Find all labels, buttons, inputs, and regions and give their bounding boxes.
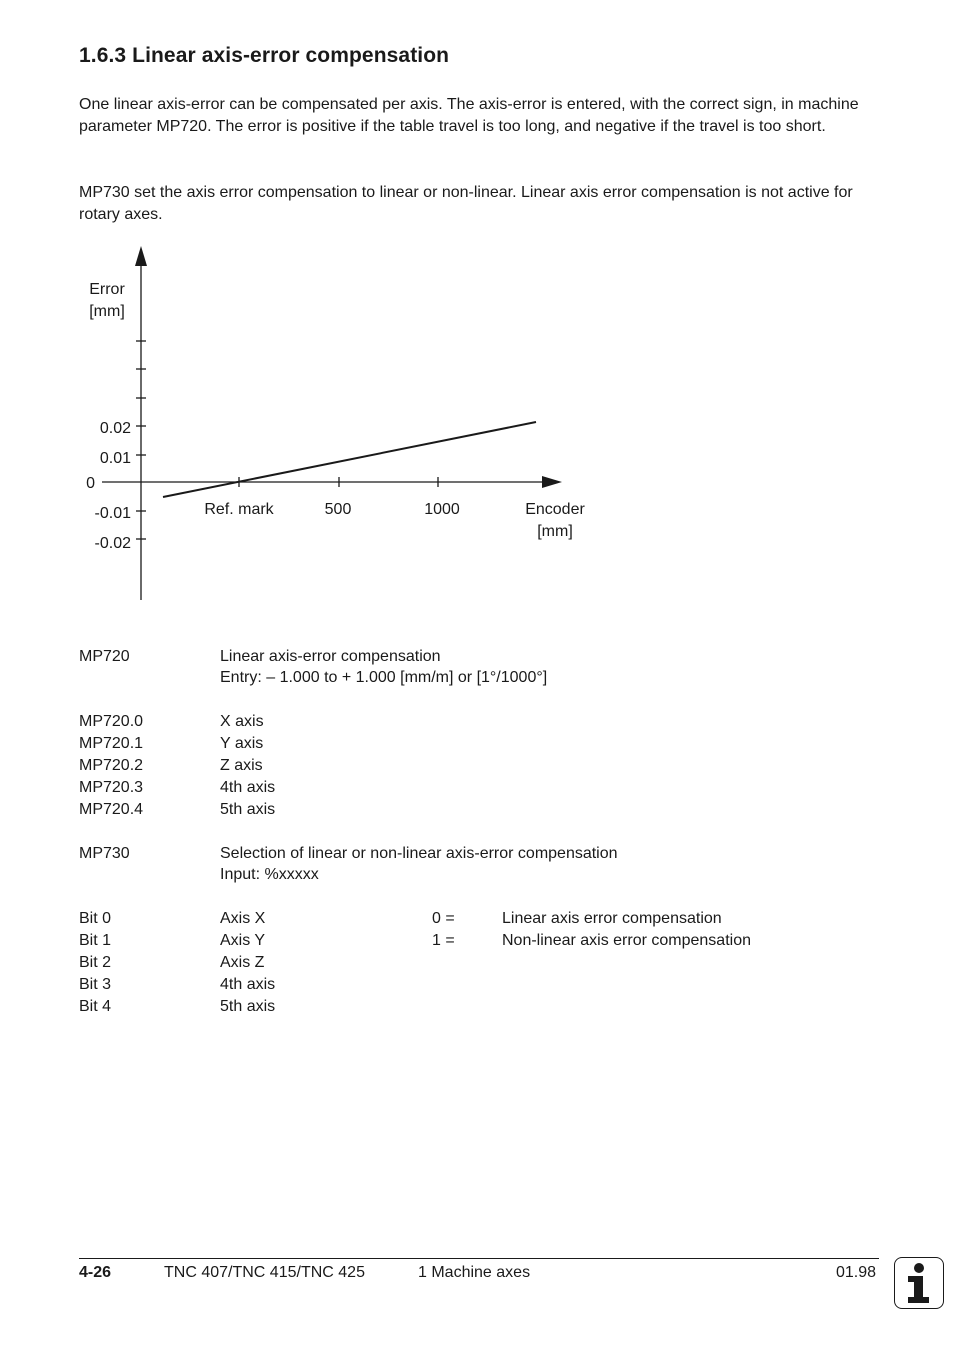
mp730-bit-axis: 5th axis	[220, 998, 276, 1015]
mp730-bit-axis: Axis X	[220, 910, 266, 927]
y-axis-label-line2: [mm]	[89, 303, 125, 320]
info-icon	[894, 1257, 944, 1309]
mp730-bit: Bit 1	[79, 932, 112, 949]
mp730-bit: Bit 4	[79, 998, 112, 1015]
mp730-value: 1 =	[432, 932, 455, 949]
error-line	[163, 422, 536, 497]
mp730-bit: Bit 3	[79, 976, 112, 993]
mp730-bit-axis: Axis Z	[220, 954, 265, 971]
mp720-axis-code: MP720.3	[79, 779, 144, 796]
mp720-axis-name: 5th axis	[220, 801, 276, 818]
mp720-axis-code: MP720.1	[79, 735, 144, 752]
page-number: 4-26	[79, 1264, 112, 1281]
mp730-paragraph: MP730 set the axis error compensation to linear or non-linear. Linear axis error compensation is not active for rotary axes.	[79, 184, 853, 223]
mp730-bit: Bit 2	[79, 954, 112, 971]
y-tick-label: 0.02	[99, 420, 131, 437]
y-axis-label-line1: Error	[89, 281, 125, 298]
mp720-entry: Entry: – 1.000 to + 1.000 [mm/m] or [1°/1000°]	[220, 669, 548, 686]
mp720-axis-code: MP720.4	[79, 801, 144, 818]
footer-chapter: 1 Machine axes	[418, 1264, 531, 1281]
mp720-axis-name: Z axis	[220, 757, 263, 774]
mp720-axis-name: X axis	[220, 713, 264, 730]
y-tick-label: -0.02	[94, 535, 131, 552]
mp720-code: MP720	[79, 648, 130, 665]
y-tick-label: 0	[86, 475, 95, 492]
x-tick-label: Ref. mark	[204, 501, 274, 518]
mp730-code: MP730	[79, 845, 130, 862]
x-tick-label: 500	[324, 501, 352, 518]
info-icon-glyph	[895, 1258, 942, 1307]
y-tick-label: -0.01	[94, 505, 131, 522]
mp730-bit-axis: Axis Y	[220, 932, 266, 949]
mp720-description: Linear axis-error compensation	[220, 648, 441, 665]
x-tick-label: 1000	[424, 501, 460, 518]
mp730-value-meaning: Non-linear axis error compensation	[502, 932, 751, 949]
footer-date: 01.98	[836, 1264, 877, 1281]
error-diagram	[0, 0, 954, 620]
intro-paragraph: One linear axis-error can be compensated per axis. The axis-error is entered, with the correct sign, in machine parameter MP720. The error is positive if the table travel is too long, and negative if the travel is too short.	[79, 96, 859, 135]
mp730-bit: Bit 0	[79, 910, 112, 927]
mp720-axis-code: MP720.2	[79, 757, 144, 774]
mp730-input: Input: %xxxxx	[220, 866, 319, 883]
y-tick-label: 0.01	[99, 450, 131, 467]
mp720-axis-name: 4th axis	[220, 779, 276, 796]
footer-rule	[79, 1258, 879, 1259]
mp730-value-meaning: Linear axis error compensation	[502, 910, 722, 927]
x-axis-arrow	[542, 476, 562, 488]
section-title: 1.6.3 Linear axis-error compensation	[79, 44, 450, 67]
mp720-axis-name: Y axis	[220, 735, 264, 752]
footer-model: TNC 407/TNC 415/TNC 425	[164, 1264, 365, 1281]
x-axis-label-line2: [mm]	[537, 523, 573, 540]
mp720-axis-code: MP720.0	[79, 713, 144, 730]
mp730-bit-axis: 4th axis	[220, 976, 276, 993]
mp730-description: Selection of linear or non-linear axis-error compensation	[220, 845, 618, 862]
mp730-value: 0 =	[432, 910, 455, 927]
y-axis-arrow	[135, 246, 147, 266]
x-axis-label-line1: Encoder	[525, 501, 585, 518]
